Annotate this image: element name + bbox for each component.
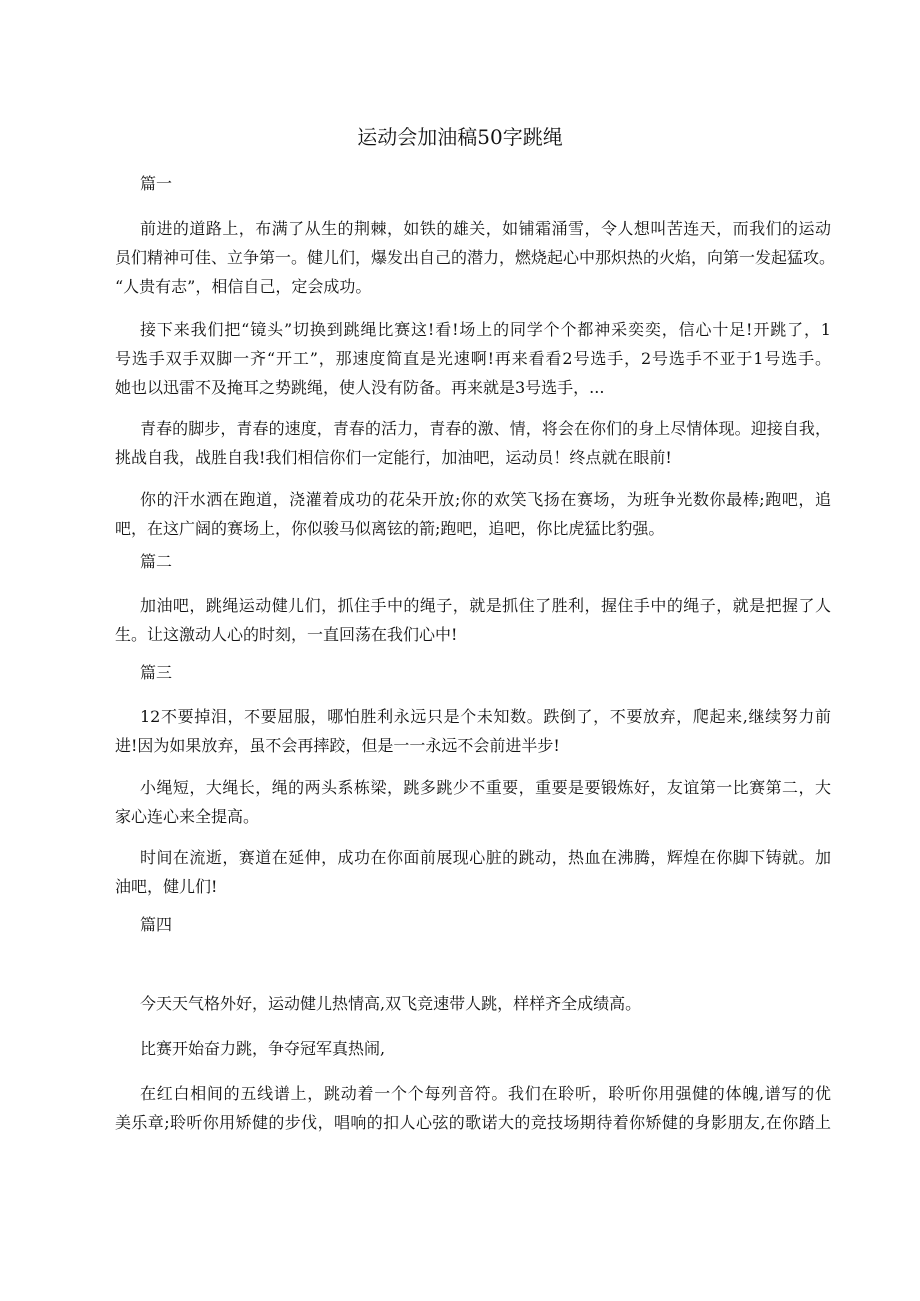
section-heading [115, 169, 831, 198]
text-line: 时间在流逝，赛道在延伸，成功在你面前展现心脏的跳动，热血在沸腾，辉煌在你脚下铸就。加 [140, 848, 831, 867]
text-line: 加油吧，跳绳运动健儿们，抓住手中的绳子，就是抓住了胜利，握住手中的绳子，就是把握了人 [140, 596, 831, 615]
text-line: 小绳短，大绳长，绳的两头系栋梁，跳多跳少不重要，重要是要锻炼好，友谊第一比赛第二，大 [140, 778, 831, 797]
paragraph [115, 1034, 831, 1063]
paragraph [115, 591, 831, 649]
paragraph [115, 773, 831, 831]
text-line: 青春的脚步，青春的速度，青春的活力，青春的激、情，将会在你们的身上尽情体现。迎接自我， [140, 419, 831, 438]
text-line: “人贵有志”，相信自己，定会成功。 [115, 277, 372, 296]
text-line: 今天天气格外好，运动健儿热情高,双飞竞速带人跳，样样齐全成绩高。 [140, 994, 642, 1013]
text-line: 油吧，健儿们! [115, 877, 218, 896]
paragraph [115, 702, 831, 760]
paragraph [115, 214, 836, 301]
text-line: 美乐章;聆听你用矫健的步伐，唱响的扣人心弦的歌诺大的竞技场期待着你矫健的身影朋友,在你踏上 [115, 1113, 831, 1132]
text-line: 篇一 [140, 174, 173, 193]
paragraph [115, 485, 831, 543]
text-line: 篇四 [140, 915, 173, 934]
text-line: 在红白相间的五线谱上，跳动着一个个每列音符。我们在聆听，聆听你用强健的体魄,谱写的优 [140, 1084, 831, 1103]
paragraph [115, 1079, 831, 1137]
text-line: 篇三 [140, 663, 173, 682]
text-line: 生。让这激动人心的时刻，一直回荡在我们心中! [115, 625, 458, 644]
document-title: 运动会加油稿50字跳绳 [357, 125, 563, 149]
paragraph [115, 843, 831, 901]
section-heading [115, 547, 831, 576]
paragraph [115, 414, 831, 472]
text-line: 进!因为如果放弃，虽不会再摔跤，但是一一永远不会前进半步! [115, 736, 560, 755]
text-line: 12不要掉泪，不要屈服，哪怕胜利永远只是个未知数。跌倒了，不要放弃，爬起来,继续努力前 [140, 707, 831, 726]
paragraph [115, 989, 831, 1018]
text-line: 她也以迅雷不及掩耳之势跳绳，使人没有防备。再来就是3号选手，... [115, 378, 605, 397]
text-line: 员们精神可佳、立争第一。健儿们，爆发出自己的潜力，燃烧起心中那炽热的火焰，向第一发起猛攻。 [115, 248, 836, 267]
text-line: 吧，在这广阔的赛场上，你似骏马似离铉的箭;跑吧，追吧，你比虎猛比豹强。 [115, 519, 665, 538]
text-line: 篇二 [140, 552, 173, 571]
section-heading [115, 658, 831, 687]
text-line: 家心连心来全提高。 [115, 807, 260, 826]
text-line: 接下来我们把“镜头”切换到跳绳比赛这!看!场上的同学个个都神采奕奕，信心十足!开跳了，1 [140, 320, 831, 339]
section-heading [115, 910, 831, 939]
text-line: 号选手双手双脚一齐“开工”，那速度简直是光速啊!再来看看2号选手，2号选手不亚于1号选手。 [115, 349, 831, 368]
paragraph [115, 315, 831, 402]
text-line: 比赛开始奋力跳，争夺冠军真热闹, [140, 1039, 386, 1058]
text-line: 你的汗水洒在跑道，浇灌着成功的花朵开放;你的欢笑飞扬在赛场，为班争光数你最棒;跑吧，追 [140, 490, 831, 509]
text-line: 前进的道路上，布满了从生的荆棘，如铁的雄关，如铺霜涌雪，令人想叫苦连天，而我们的运动 [140, 219, 831, 238]
text-line: 挑战自我，战胜自我!我们相信你们一定能行，加油吧，运动员！终点就在眼前! [115, 448, 672, 467]
